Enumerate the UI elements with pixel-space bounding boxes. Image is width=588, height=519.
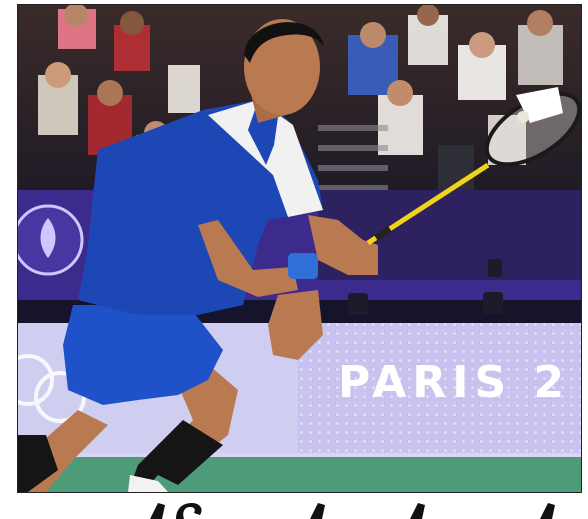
court-floor (18, 453, 581, 492)
headline-fragment (0, 493, 588, 519)
news-photo (17, 4, 582, 493)
board-text: PARIS 2 (338, 357, 571, 408)
olympic-emblem (18, 206, 82, 274)
